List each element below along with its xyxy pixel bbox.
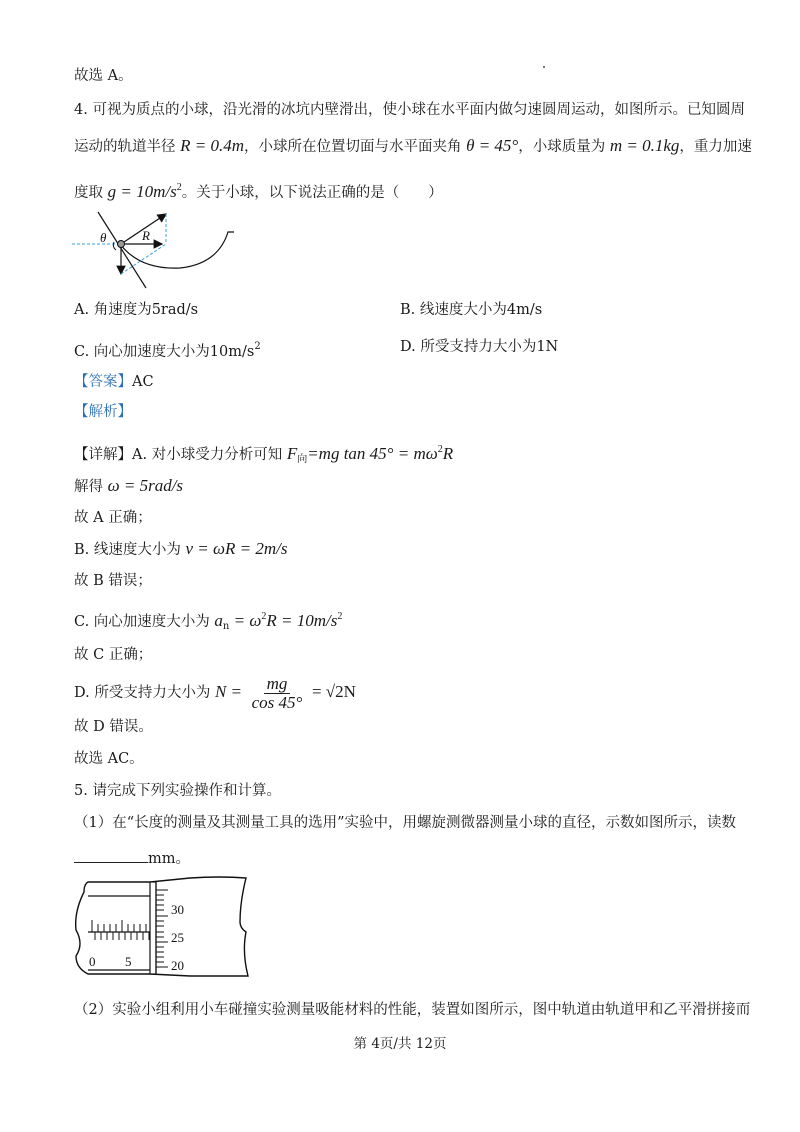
q4-answer: 【答案】AC: [74, 374, 154, 390]
angle-arc: [113, 242, 116, 250]
q5-part1-line2: mm。: [74, 848, 190, 869]
q4-b-wrong: 故 B 错误；: [74, 573, 152, 589]
thimble: [150, 882, 156, 974]
q4-detail-d: D. 所受支持力大小为 N = $\frac{mg}{\cos 45^\circ}$ = √2N: [74, 673, 356, 712]
q4-gravity: g = 10m/s: [107, 182, 177, 201]
q4-line3: 度取 $g = 10m/s^2$。关于小球，以下说法正确的是（ ）: [74, 182, 443, 201]
q4-option-b: B. 线速度大小为4m/s: [400, 302, 543, 318]
q4-solve: 解得 ω = 5rad/s: [74, 476, 184, 495]
q4-analysis-tag: 【解析】: [74, 404, 132, 420]
q4-figure: [70, 210, 240, 290]
page-footer: 第 4页/共 12页: [353, 1036, 447, 1052]
q4-line2: 运动的轨道半径 R = 0.4m，小球所在位置切面与水平面夹角 θ = 45°，小球质量为 m = 0.1kg，重力加速: [74, 136, 752, 155]
q4-option-c: C. 向心加速度大小为$10m/s^2$: [74, 341, 261, 360]
q4-c-correct: 故 C 正确；: [74, 647, 153, 663]
header-dot: [543, 66, 545, 68]
q4-radius: R = 0.4m: [180, 136, 244, 155]
q4-detail-b: B. 线速度大小为 v = ωR = 2m/s: [74, 539, 288, 558]
pit-curve: [120, 232, 234, 268]
q4-mass: m = 0.1kg: [609, 136, 680, 155]
q4-line1: 4. 可视为质点的小球，沿光滑的冰坑内壁滑出，使小球在水平面内做匀速圆周运动，如图所示。已知圆周: [74, 102, 745, 118]
thimble-label-25: 25: [171, 930, 184, 945]
answer-blank[interactable]: [74, 848, 148, 863]
thimble-label-30: 30: [171, 902, 184, 917]
theta-label: θ: [100, 230, 107, 245]
micrometer-figure: [70, 872, 250, 982]
thimble-label-20: 20: [171, 958, 184, 973]
q5-part2-line1: （2）实验小组利用小车碰撞实验测量吸能材料的性能，装置如图所示，图中轨道由轨道甲和乙平滑拼接而: [74, 1002, 751, 1018]
q4-final: 故选 AC。: [74, 751, 144, 767]
q5-line1: 5. 请完成下列实验操作和计算。: [74, 783, 281, 799]
r-label: R: [142, 228, 150, 243]
prev-conclusion: 故选 A。: [74, 68, 133, 84]
q4-a-correct: 故 A 正确；: [74, 510, 152, 526]
q4-option-a: A. 角速度为5rad/s: [74, 302, 199, 318]
q4-detail-c: C. 向心加速度大小为 $a_n = \omega^2R = 10m/s^2$: [74, 611, 343, 632]
q4-option-d: D. 所受支持力大小为1N: [400, 339, 559, 355]
q4-d-wrong: 故 D 错误。: [74, 719, 153, 735]
sleeve-label-5: 5: [125, 954, 132, 969]
q4-detail-a: 【详解】A. 对小球受力分析可知 $F_向=mg$ $\tan 45^\circ = m\omega^2R$: [74, 444, 454, 465]
q5-part1-line1: （1）在“长度的测量及其测量工具的选用”实验中，用螺旋测微器测量小球的直径，示数如图所示，读数: [74, 815, 737, 831]
q4-theta: θ = 45°: [466, 136, 519, 155]
ball: [118, 241, 125, 248]
tangent-line: [98, 212, 146, 288]
sleeve-label-0: 0: [89, 954, 96, 969]
